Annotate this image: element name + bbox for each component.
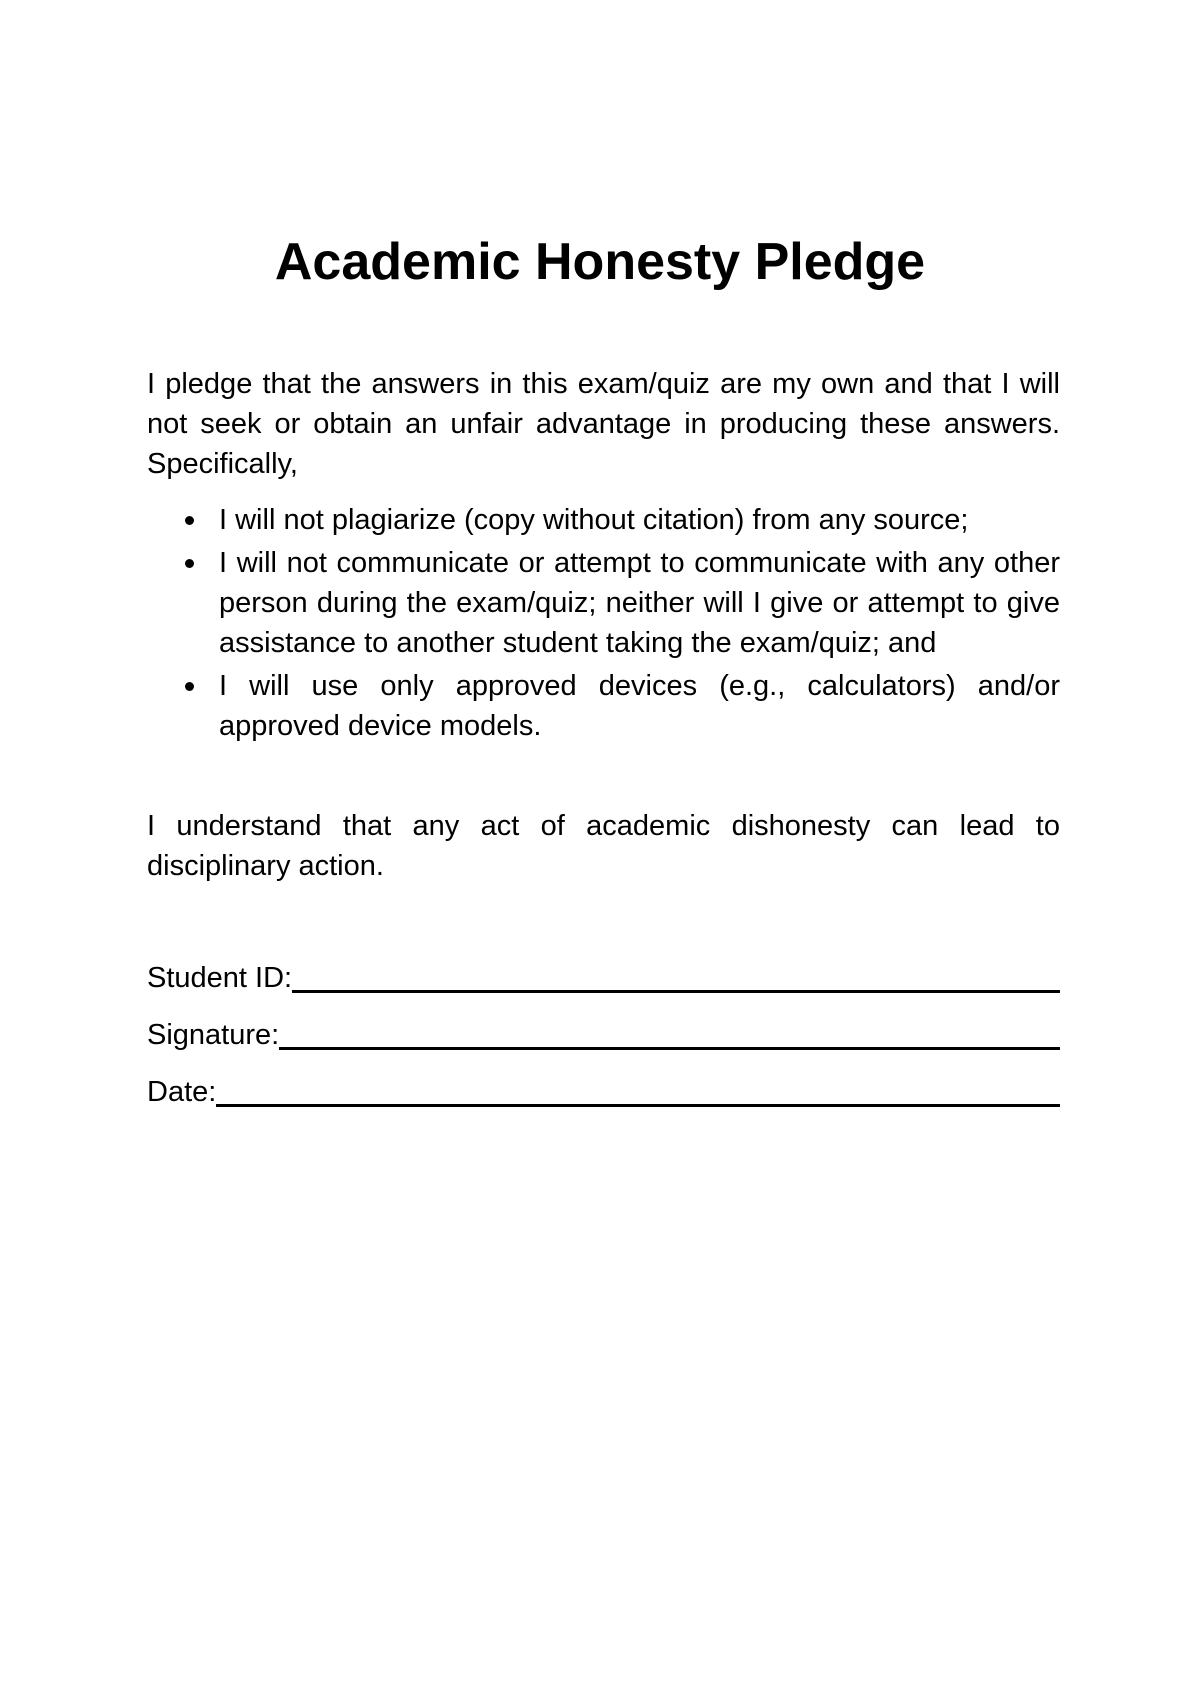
list-item-text: I will use only approved devices (e.g., calculators) and/or approved device models. (219, 670, 1060, 742)
list-item (147, 500, 1060, 540)
closing-paragraph: I understand that any act of academic dishonesty can lead to disciplinary action. (147, 810, 1060, 882)
date-label: Date: (147, 1076, 217, 1108)
signature-label: Signature: (147, 1019, 280, 1051)
list-item-text: I will not plagiarize (copy without citation) from any source; (219, 504, 969, 536)
list-item (147, 666, 1060, 746)
bullet-icon (185, 559, 194, 568)
pledge-list (147, 500, 1060, 749)
student-id-line[interactable] (292, 990, 1060, 993)
list-item-text: I will not communicate or attempt to communicate with any other person during the exam/quiz; neither will I give or attempt to give assistance to another student taking the exam/quiz; and (219, 547, 1060, 659)
list-item (147, 543, 1060, 663)
date-line[interactable] (216, 1104, 1060, 1107)
document-title: Academic Honesty Pledge (274, 233, 926, 291)
bullet-icon (185, 516, 194, 525)
signature-line[interactable] (279, 1047, 1060, 1050)
bullet-icon (185, 682, 194, 691)
student-id-label: Student ID: (147, 962, 293, 994)
student-id-field[interactable] (147, 958, 1060, 998)
intro-paragraph: I pledge that the answers in this exam/quiz are my own and that I will not seek or obtain an unfair advantage in producing these answers. Specifically, (147, 368, 1060, 480)
signature-field[interactable] (147, 1015, 1060, 1055)
date-field[interactable] (147, 1072, 1060, 1112)
